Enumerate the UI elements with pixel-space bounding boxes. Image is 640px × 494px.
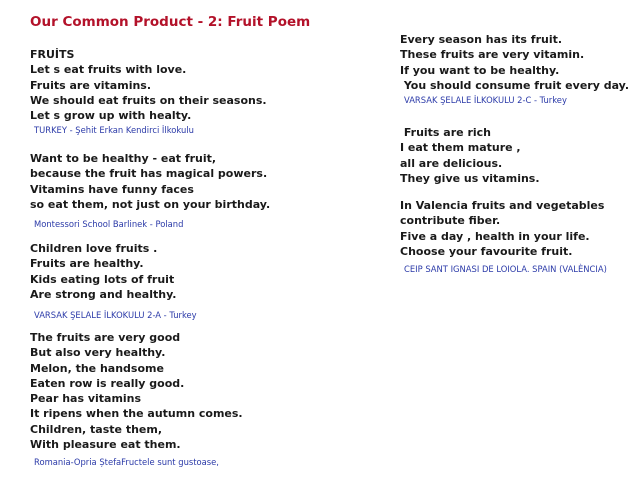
poem-line: Let s eat fruits with love. [30, 63, 187, 77]
poem-line: We should eat fruits on their seasons. [30, 93, 267, 107]
poem-line: Fruits are rich [400, 126, 491, 139]
poem-line: Five a day , health in your life. [400, 229, 590, 243]
poem-line: Are strong and healthy. [30, 287, 177, 301]
poem-line: They give us vitamins. [400, 171, 540, 185]
poem-line: With pleasure eat them. [30, 438, 181, 452]
poem-line: But also very healthy. [30, 346, 166, 360]
poem-line: so eat them, not just on your birthday. [30, 197, 271, 211]
poem-line: You should consume fruit every day. [400, 78, 629, 92]
poem-line: Pear has vitamins [30, 392, 142, 406]
poem-stanza-poland [30, 151, 270, 230]
poem-line: It ripens when the autumn comes. [30, 407, 243, 421]
poem-line: If you want to be healthy. [400, 63, 560, 77]
poem-line: contribute fiber. [400, 214, 501, 228]
poem-line: Fruits are healthy. [30, 257, 144, 271]
poem-line: Children, taste them, [30, 422, 163, 436]
poem-line: In Valencia fruits and vegetables [400, 199, 605, 212]
poem-line: all are delicious. [400, 156, 503, 170]
stanza-source: TURKEY - Şehit Erkan Kendirci İlkokulu [34, 125, 194, 136]
poem-line: I eat them mature , [400, 141, 521, 155]
stanza-source: Montessori School Barlinek - Poland [34, 219, 184, 230]
poem-line: These fruits are very vitamin. [400, 48, 585, 62]
poem-line: Eaten row is really good. [30, 376, 185, 390]
poem-line: Choose your favourite fruit. [400, 244, 573, 258]
poem-stanza-turkey-kendirci [30, 47, 267, 136]
poem-line: FRUİTS [30, 48, 75, 61]
stanza-source: VARSAK ŞELALE İLKOKULU 2-A - Turkey [34, 310, 197, 321]
poem-stanza-valencia [400, 198, 607, 275]
poem-line: Fruits are vitamins. [30, 78, 152, 92]
poem-line: because the fruit has magical powers. [30, 167, 268, 181]
stanza-source: Romania-Opria ȘtefaFructele sunt gustoase, [34, 457, 219, 468]
stanza-source: VARSAK ŞELALE İLKOKULU 2-C - Turkey [404, 95, 567, 106]
poem-stanza-romania [30, 330, 243, 468]
poem-line: Melon, the handsome [30, 361, 164, 375]
poem-line: The fruits are very good [30, 331, 181, 344]
poem-line: Want to be healthy - eat fruit, [30, 152, 217, 165]
poem-line: Kids eating lots of fruit [30, 272, 175, 286]
page-title: Our Common Product - 2: Fruit Poem [30, 14, 311, 30]
poem-stanza-varsak-2c [400, 32, 629, 106]
poem-line: Every season has its fruit. [400, 33, 563, 46]
poem-stanza-varsak-2a [30, 241, 197, 321]
poem-line: Let s grow up with healty. [30, 109, 192, 123]
poem-stanza-rich-fruits [400, 125, 540, 186]
poem-line: Vitamins have funny faces [30, 182, 194, 196]
stanza-source: CEIP SANT IGNASI DE LOIOLA. SPAIN (VALÈNCIA) [404, 264, 607, 275]
poem-line: Children love fruits . [30, 242, 158, 255]
